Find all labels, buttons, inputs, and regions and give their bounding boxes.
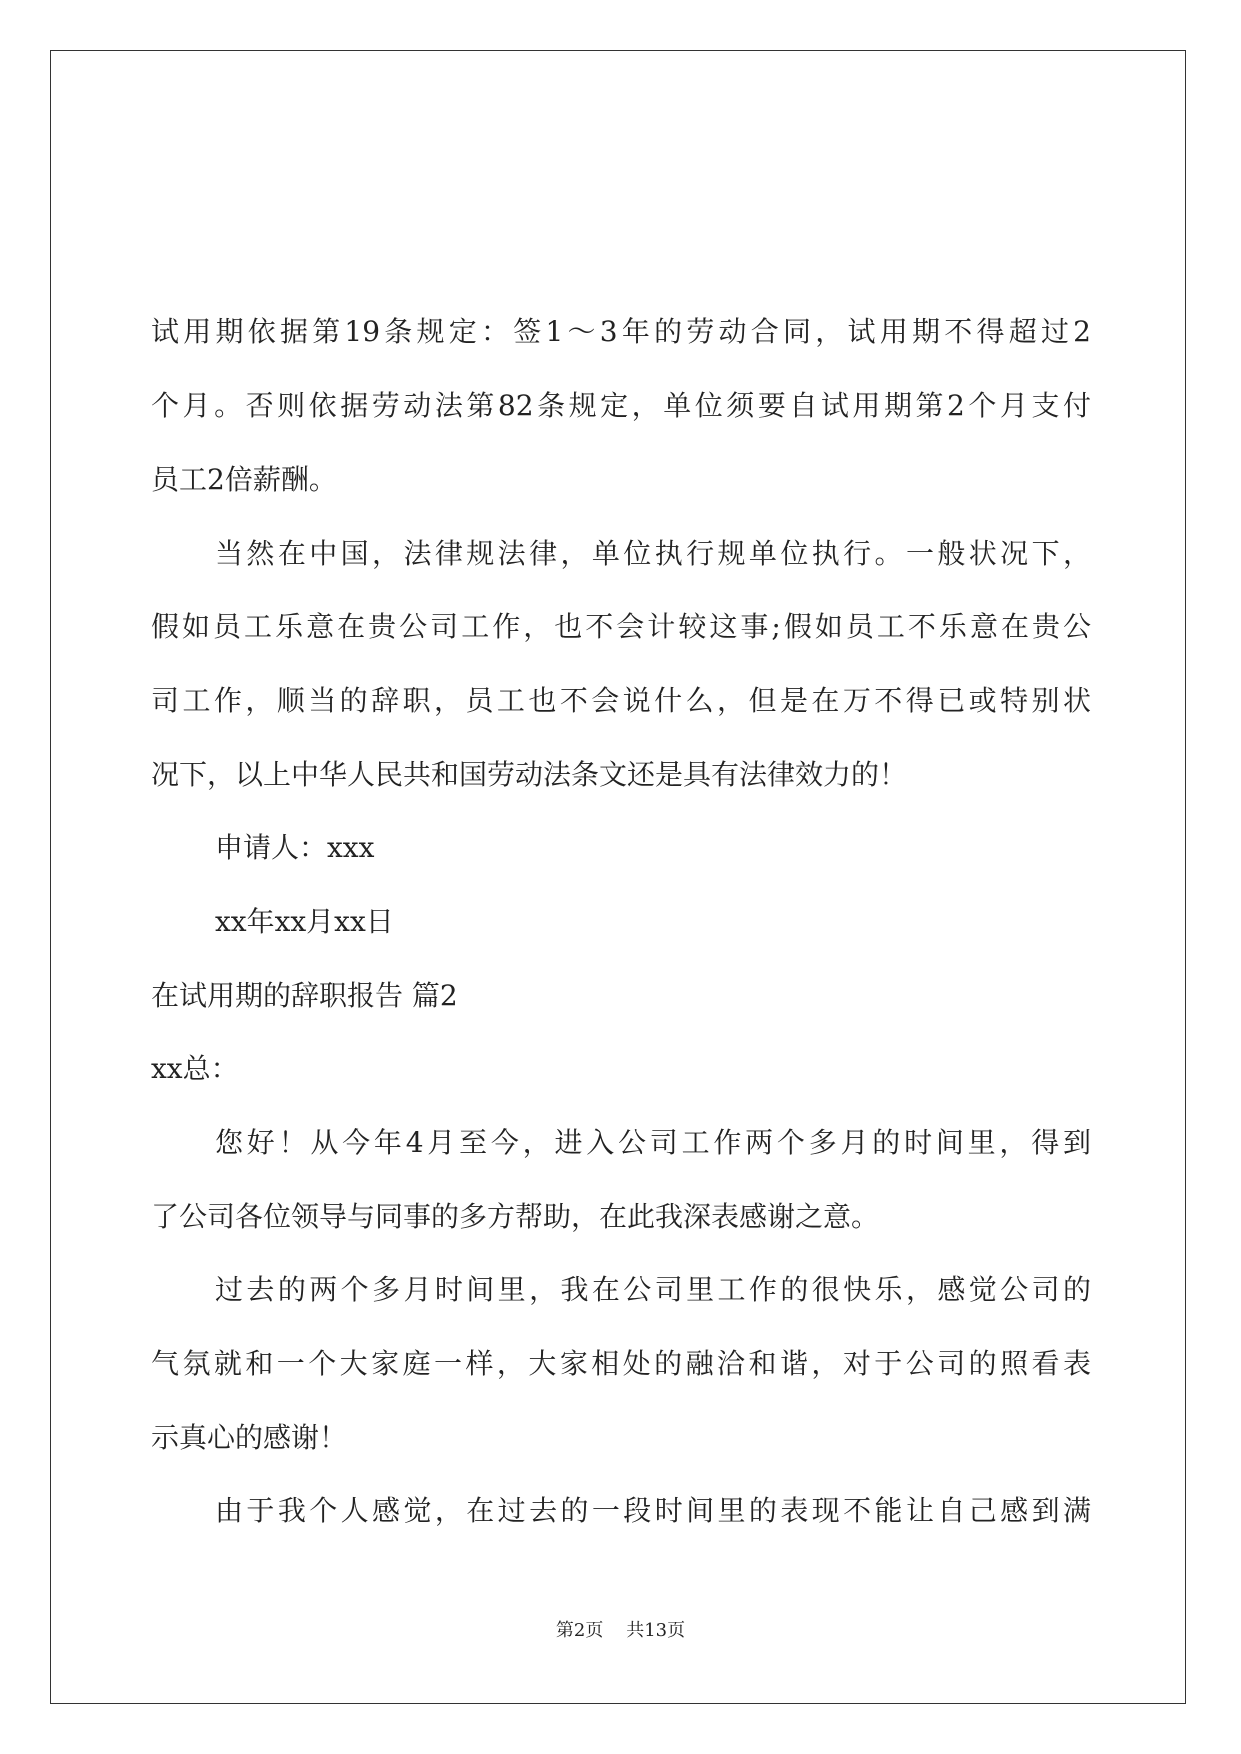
body-line-3: 员工2倍薪酬。 — [151, 463, 337, 496]
body-line-5: 假如员工乐意在贵公司工作，也不会计较这事;假如员工不乐意在贵公 — [151, 610, 1091, 643]
date-line: xx年xx月xx日 — [215, 905, 394, 938]
page-number-footer: 第2页 共13页 — [555, 1620, 686, 1641]
body-line-2: 个月。否则依据劳动法第82条规定，单位须要自试用期第2个月支付 — [151, 389, 1091, 422]
body-line-13: 了公司各位领导与同事的多方帮助，在此我深表感谢之意。 — [151, 1200, 880, 1233]
body-line-14: 过去的两个多月时间里，我在公司里工作的很快乐，感觉公司的 — [215, 1273, 1091, 1306]
body-line-1: 试用期依据第19条规定：签1～3年的劳动合同，试用期不得超过2 — [151, 315, 1091, 348]
section-heading: 在试用期的辞职报告 篇2 — [151, 979, 458, 1012]
salutation: xx总： — [151, 1052, 239, 1085]
applicant-line: 申请人：xxx — [215, 831, 375, 864]
body-line-16: 示真心的感谢！ — [151, 1421, 348, 1454]
body-line-7: 况下，以上中华人民共和国劳动法条文还是具有法律效力的！ — [151, 758, 908, 791]
body-line-4: 当然在中国，法律规法律，单位执行规单位执行。一般状况下， — [215, 537, 1091, 570]
body-line-6: 司工作，顺当的辞职，员工也不会说什么，但是在万不得已或特别状 — [151, 684, 1091, 717]
body-line-17: 由于我个人感觉，在过去的一段时间里的表现不能让自己感到满 — [215, 1494, 1091, 1527]
body-line-15: 气氛就和一个大家庭一样，大家相处的融洽和谐，对于公司的照看表 — [151, 1347, 1091, 1380]
body-line-12: 您好！从今年4月至今，进入公司工作两个多月的时间里，得到 — [215, 1126, 1091, 1159]
